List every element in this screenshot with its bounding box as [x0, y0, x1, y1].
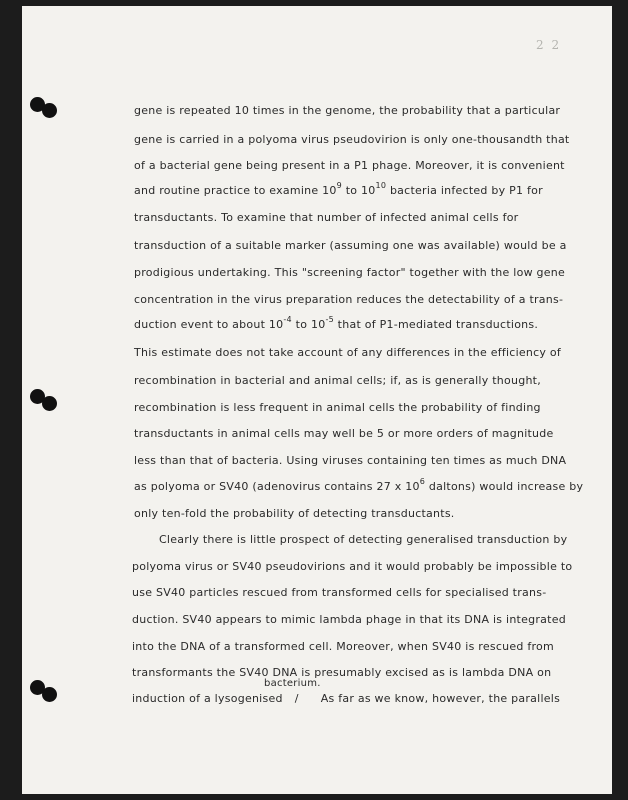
text-line: transductants in animal cells may well be 5 or more orders of magnitude [134, 427, 554, 440]
text-line: into the DNA of a transformed cell. Moreover, when SV40 is rescued from [132, 640, 554, 653]
text-segment: to 10 [291, 318, 326, 331]
text-line-exponents [134, 477, 584, 493]
text-line: Clearly there is little prospect of detecting generalised transduction by [159, 533, 568, 546]
text-line: only ten-fold the probability of detecting transductants. [134, 507, 455, 520]
page-number: 2 2 [536, 38, 562, 52]
text-line-exponents [134, 315, 539, 331]
punch-hole-middle [42, 396, 57, 411]
text-line: gene is repeated 10 times in the genome, the probability that a particular [134, 104, 561, 117]
text-line: transductants. To examine that number of infected animal cells for [134, 211, 519, 224]
insertion-mark: / [294, 692, 299, 705]
text-line-exponents [134, 181, 543, 197]
superscript: 9 [336, 181, 342, 190]
text-line: transduction of a suitable marker (assuming one was available) would be a [134, 239, 567, 252]
handwritten-insertion: bacterium. [264, 678, 321, 689]
text-segment: that of P1-mediated transductions. [333, 318, 539, 331]
superscript: -4 [283, 315, 292, 324]
text-line: transformants the SV40 DNA is presumably excised as is lambda DNA on [132, 666, 552, 679]
text-line: concentration in the virus preparation reduces the detectability of a trans- [134, 293, 564, 306]
superscript: -5 [325, 315, 334, 324]
text-segment: As far as we know, however, the parallels [320, 692, 561, 705]
text-line: recombination in bacterial and animal cells; if, as is generally thought, [134, 374, 541, 387]
text-line: less than that of bacteria. Using viruses containing ten times as much DNA [134, 454, 567, 467]
text-line: use SV40 particles rescued from transformed cells for specialised trans- [132, 586, 547, 599]
punch-hole-bottom [42, 687, 57, 702]
text-line: duction. SV40 appears to mimic lambda phage in that its DNA is integrated [132, 613, 566, 626]
text-line: gene is carried in a polyoma virus pseudovirion is only one-thousandth that [134, 133, 570, 146]
text-line: prodigious undertaking. This "screening factor" together with the low gene [134, 266, 566, 279]
text-line-last [132, 692, 560, 705]
superscript: 10 [375, 181, 387, 190]
text-segment: as polyoma or SV40 (adenovirus contains 27 x 10 [134, 480, 420, 493]
text-segment: bacteria infected by P1 for [386, 184, 543, 197]
superscript: 6 [419, 477, 426, 486]
punch-hole-top [42, 103, 57, 118]
text-line: of a bacterial gene being present in a P1 phage. Moreover, it is convenient [134, 159, 565, 172]
text-line: recombination is less frequent in animal cells the probability of finding [134, 401, 541, 414]
text-segment: to 10 [341, 184, 376, 197]
text-segment: daltons) would increase by [425, 480, 584, 493]
text-line: polyoma virus or SV40 pseudovirions and it would probably be impossible to [132, 560, 573, 573]
text-line: This estimate does not take account of any differences in the efficiency of [134, 346, 562, 359]
text-segment: induction of a lysogenised [132, 692, 283, 705]
text-segment: duction event to about 10 [134, 318, 284, 331]
text-segment: and routine practice to examine 10 [134, 184, 337, 197]
